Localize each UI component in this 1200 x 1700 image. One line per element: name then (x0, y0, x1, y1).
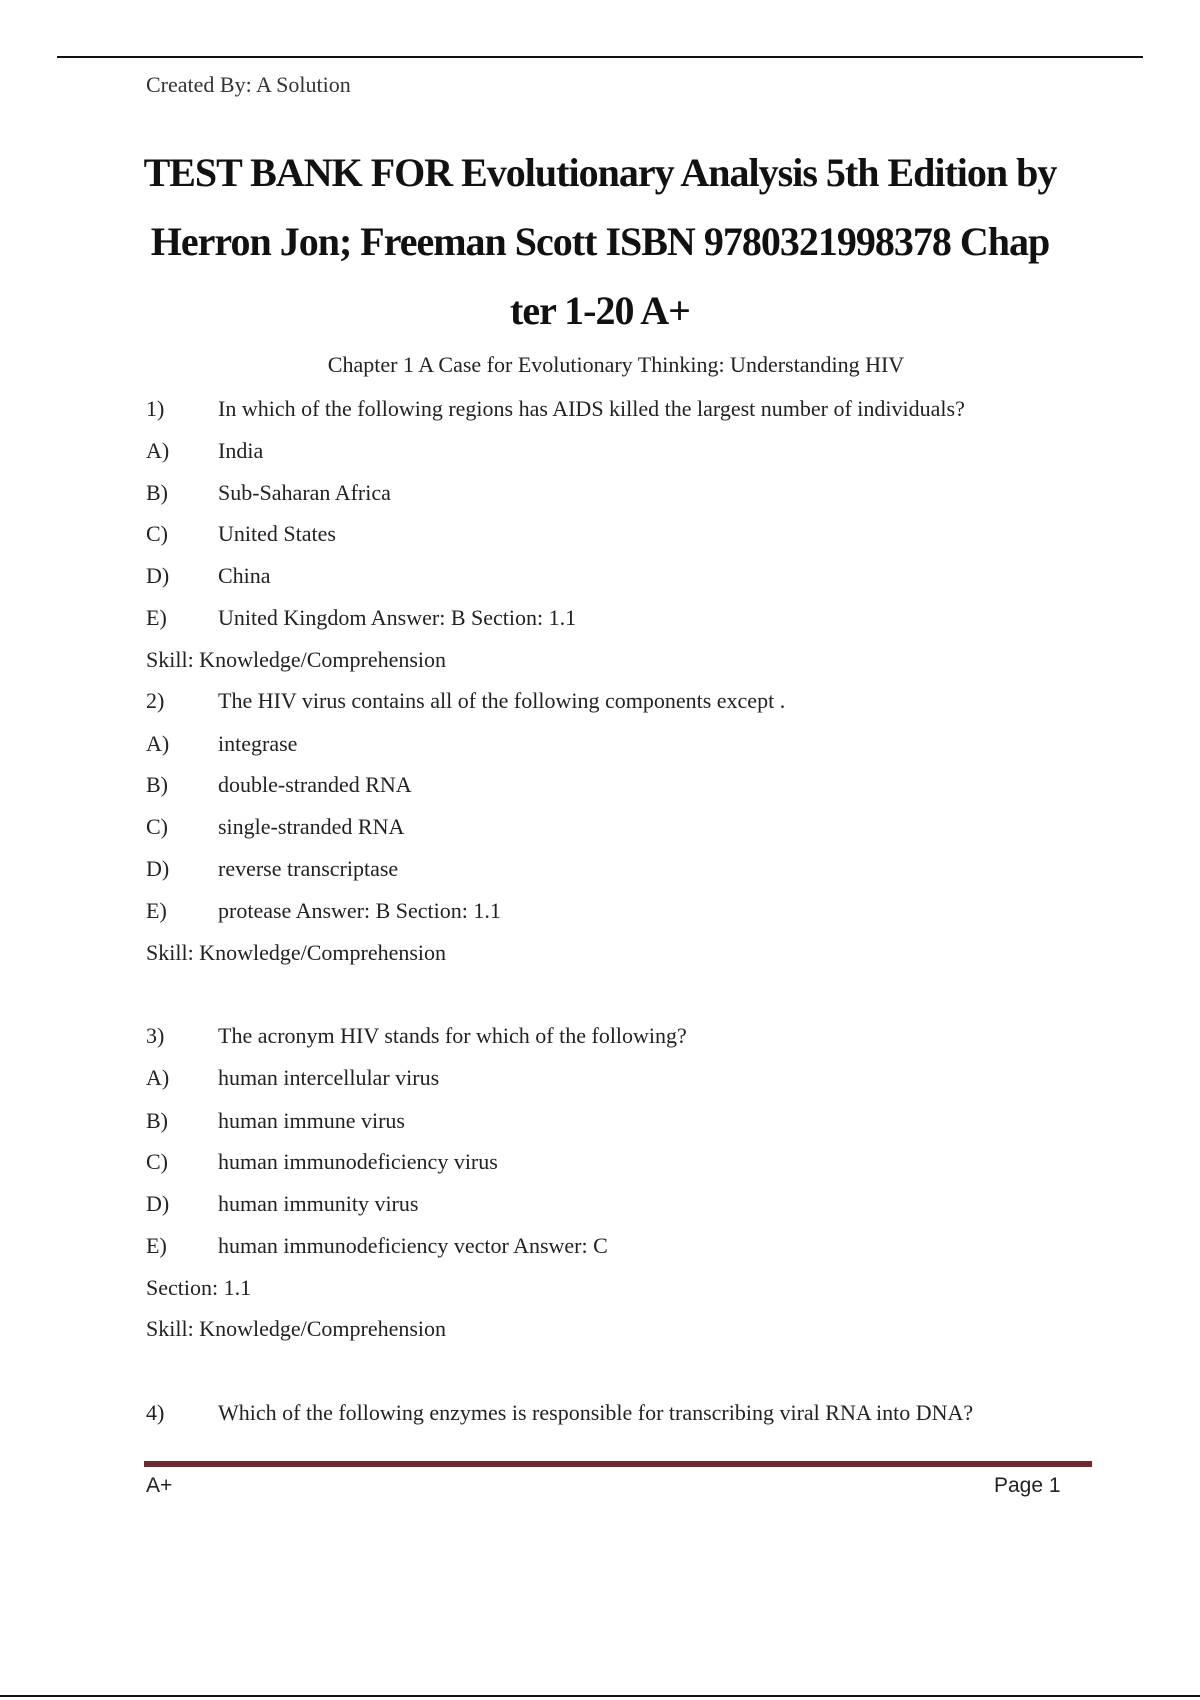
question-text: The HIV virus contains all of the following components except . (218, 688, 786, 713)
option-text: United Kingdom Answer: B Section: 1.1 (218, 605, 577, 630)
option-text: human immunity virus (218, 1191, 419, 1216)
option-text: reverse transcriptase (218, 856, 399, 881)
section-3: Section: 1.1 (146, 1275, 252, 1300)
title-line-3: ter 1-20 A+ (510, 288, 690, 333)
option-text: human intercellular virus (218, 1065, 440, 1090)
question-number: 3) (146, 1023, 165, 1048)
option-2c (146, 814, 404, 840)
created-by-label: Created By: A Solution (146, 72, 351, 97)
question-number: 2) (146, 688, 165, 713)
option-letter: B) (146, 772, 168, 797)
option-2a (146, 731, 297, 757)
option-letter: A) (146, 1065, 170, 1090)
question-text: The acronym HIV stands for which of the following? (218, 1023, 687, 1048)
option-letter: C) (146, 521, 168, 546)
option-1c (146, 521, 336, 547)
option-2e (146, 898, 501, 924)
footer-label: A+ (146, 1474, 173, 1497)
option-letter: B) (146, 1108, 168, 1133)
top-rule (57, 56, 1143, 58)
option-text: human immune virus (218, 1108, 405, 1133)
option-letter: D) (146, 563, 170, 588)
skill-1: Skill: Knowledge/Comprehension (146, 647, 447, 672)
bottom-rule (0, 1695, 1200, 1697)
option-1b (146, 480, 391, 506)
option-3e (146, 1233, 608, 1259)
page-number: Page 1 (994, 1474, 1061, 1497)
option-letter: C) (146, 814, 168, 839)
question-number: 4) (146, 1400, 165, 1425)
question-text: In which of the following regions has AIDS killed the largest number of individuals? (218, 396, 965, 421)
option-letter: E) (146, 898, 167, 923)
option-2d (146, 856, 398, 882)
option-letter: B) (146, 480, 168, 505)
option-3c (146, 1149, 498, 1175)
question-number: 1) (146, 396, 165, 421)
option-letter: C) (146, 1149, 168, 1174)
option-1d (146, 563, 271, 589)
option-text: human immunodeficiency vector Answer: C (218, 1233, 608, 1258)
option-letter: E) (146, 605, 167, 630)
title-line-1: TEST BANK FOR Evolutionary Analysis 5th Edition by (143, 150, 1057, 195)
option-text: India (218, 438, 264, 463)
option-1a (146, 438, 263, 464)
option-text: double-stranded RNA (218, 772, 412, 797)
option-2b (146, 772, 412, 798)
option-text: protease Answer: B Section: 1.1 (218, 898, 501, 923)
skill-3: Skill: Knowledge/Comprehension (146, 1316, 447, 1341)
question-4 (146, 1400, 973, 1426)
option-letter: A) (146, 438, 170, 463)
chapter-heading: Chapter 1 A Case for Evolutionary Thinking: Understanding HIV (327, 352, 905, 377)
option-text: human immunodeficiency virus (218, 1149, 498, 1174)
option-3b (146, 1108, 405, 1134)
skill-2: Skill: Knowledge/Comprehension (146, 940, 447, 965)
option-text: China (218, 563, 271, 588)
option-letter: A) (146, 731, 170, 756)
option-1e (146, 605, 576, 631)
option-letter: D) (146, 1191, 170, 1216)
option-3d (146, 1191, 418, 1217)
option-text: single-stranded RNA (218, 814, 405, 839)
option-text: United States (218, 521, 336, 546)
footer-divider (144, 1461, 1092, 1467)
option-3a (146, 1065, 439, 1091)
question-2 (146, 688, 785, 714)
document-title (120, 138, 1080, 345)
question-3 (146, 1023, 687, 1049)
option-text: integrase (218, 731, 298, 756)
title-line-2: Herron Jon; Freeman Scott ISBN 9780321998378 Chap (150, 219, 1050, 264)
option-text: Sub-Saharan Africa (218, 480, 391, 505)
option-letter: D) (146, 856, 170, 881)
option-letter: E) (146, 1233, 167, 1258)
question-text: Which of the following enzymes is responsible for transcribing viral RNA into DNA? (218, 1400, 974, 1425)
question-1 (146, 396, 965, 422)
